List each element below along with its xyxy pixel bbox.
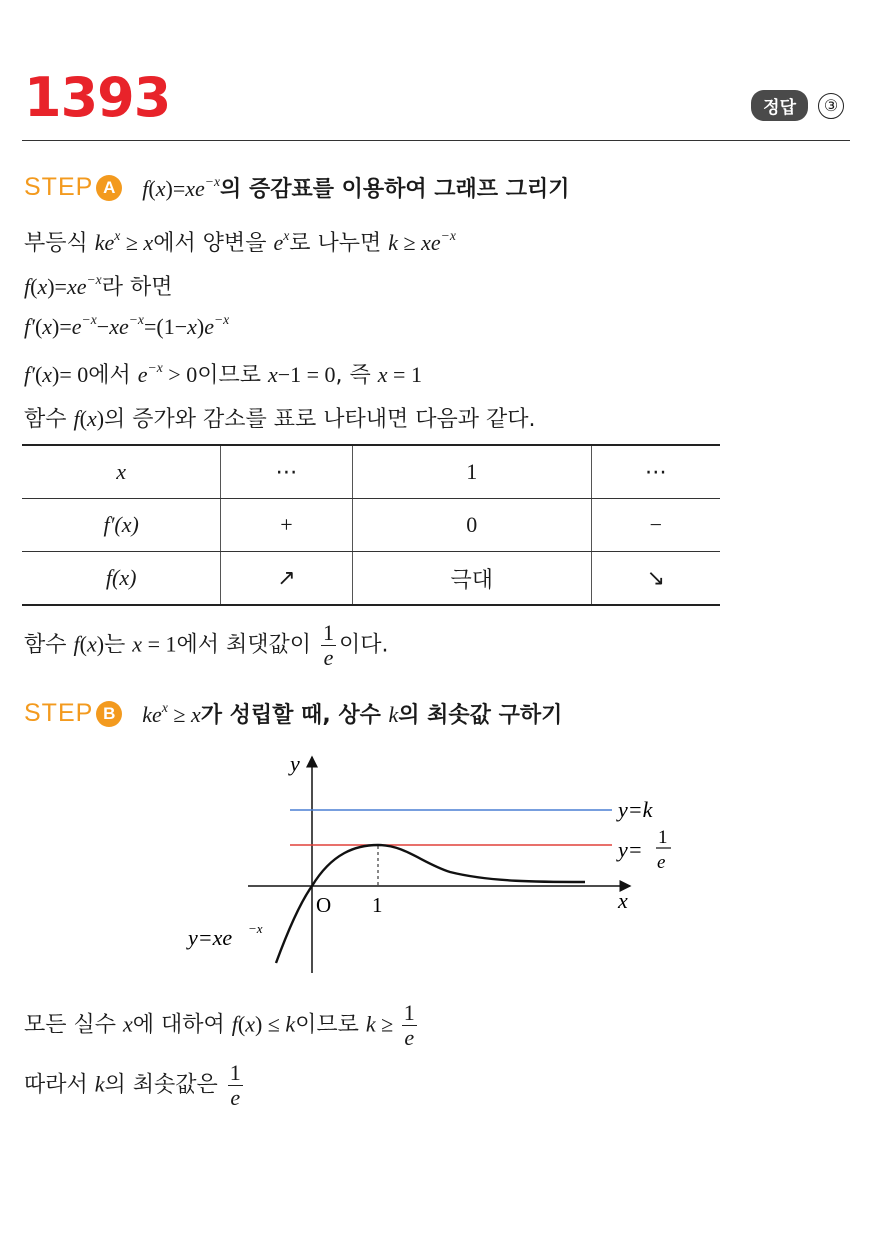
step-a-label: STEP <box>24 173 94 201</box>
table-cell: + <box>221 499 352 552</box>
table-cell: ↗ <box>221 552 352 606</box>
line-2: $f(x)=xe^{-x}$라 하면 <box>24 271 173 300</box>
conclusion-2: 따라서 k의 최솟값은 $\frac{1}{e}$ <box>24 1060 241 1110</box>
answer <box>751 90 844 121</box>
table-row <box>22 445 720 499</box>
problem-number: 1393 <box>24 66 171 129</box>
table-row <box>22 499 720 552</box>
curve-label: y=xe <box>188 925 233 950</box>
label-frac-den: e <box>657 852 666 873</box>
label-frac-num: 1 <box>658 827 668 848</box>
step-b-label: STEP <box>24 699 94 727</box>
table-cell: − <box>591 499 720 552</box>
increase-decrease-table <box>22 444 720 606</box>
table-cell: ⋯ <box>221 445 352 499</box>
step-b-badge: B <box>96 701 122 727</box>
answer-badge: 정답 <box>751 90 808 121</box>
table-cell: 0 <box>352 499 591 552</box>
header-rule <box>22 140 850 141</box>
table-cell: f(x) <box>22 552 221 606</box>
conclusion-1: 모든 실수 x에 대하여 f(x) ≤ k이므로 k ≥ $\frac{1}{e}$ <box>24 1000 415 1050</box>
line-1: 부등식 $ke^x \ge x$에서 양변을 $e^x$로 나누면 $k \ge xe^{-x}$ <box>24 227 456 256</box>
table-cell: f′(x) <box>22 499 221 552</box>
table-row <box>22 552 720 606</box>
table-cell: ↘ <box>591 552 720 606</box>
table-cell: ⋯ <box>591 445 720 499</box>
origin-label: O <box>316 893 332 917</box>
line-6: 함수 f(x)는 x = 1에서 최댓값이 $\frac{1}{e}$ 이다. <box>24 620 389 670</box>
answer-value: ③ <box>818 93 844 119</box>
step-b-title: $ke^x \ge x$가 성립할 때, 상수 k의 최솟값 구하기 <box>142 699 563 728</box>
table-cell: 극대 <box>352 552 591 606</box>
step-b-heading <box>24 698 562 729</box>
y-axis-label: y <box>290 751 300 776</box>
table-cell: 1 <box>352 445 591 499</box>
line-4: f′(x)= 0에서 $e^{-x} > 0$이므로 x−1 = 0, 즉 x = 1 <box>24 359 422 388</box>
line-3: $f'(x)=e^{-x}-xe^{-x}=(1-x)e^{-x}$ <box>24 311 230 339</box>
tick-label-one: 1 <box>372 893 383 917</box>
step-a-badge: A <box>96 175 122 201</box>
table-cell: x <box>22 445 221 499</box>
label-y-equals-prefix: y= <box>618 837 643 862</box>
x-axis-label: x <box>618 888 628 913</box>
line-5: 함수 f(x)의 증가와 감소를 표로 나타내면 다음과 같다. <box>24 406 536 432</box>
step-a-heading <box>24 172 569 203</box>
graph <box>160 745 700 985</box>
curve-label-exponent: −x <box>248 921 263 936</box>
step-a-title: $f(x)=xe^{-x}$의 증감표를 이용하여 그래프 그리기 <box>142 173 570 202</box>
label-y-equals-k: y=k <box>618 797 653 822</box>
